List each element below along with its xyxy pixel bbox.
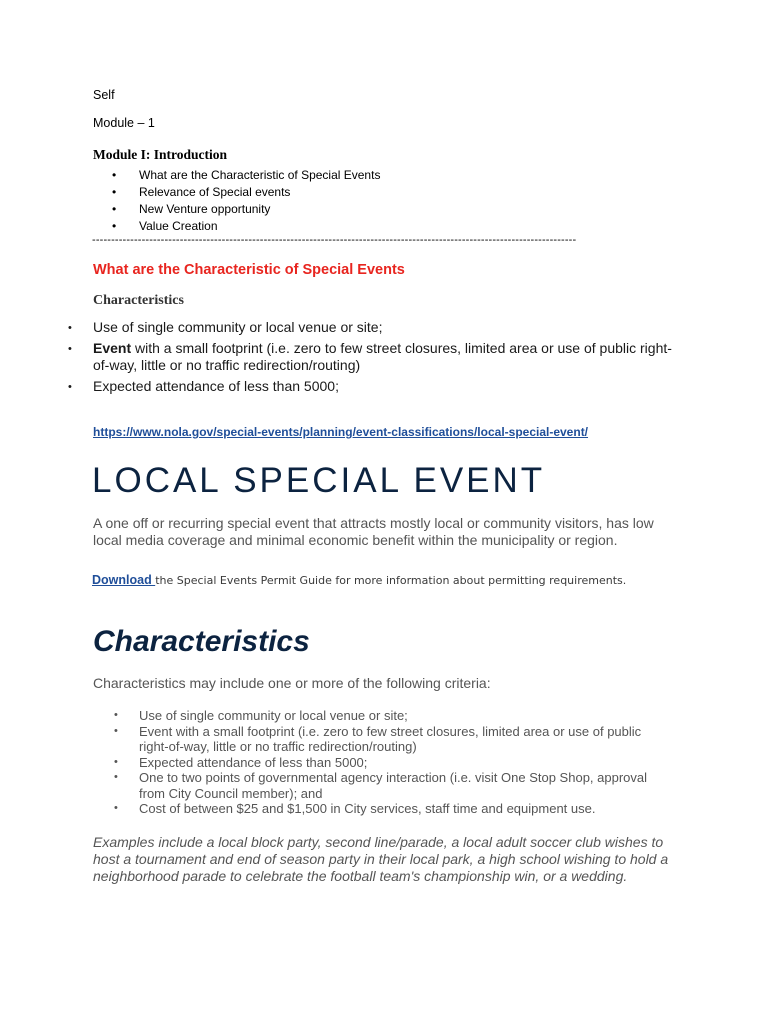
download-line bbox=[92, 573, 626, 587]
list-item-text: Use of single community or local venue or site; bbox=[93, 319, 383, 335]
module-contents-list bbox=[112, 167, 380, 235]
list-item: • One to two points of governmental agency interaction (i.e. visit One Stop Shop, approval from City Council member); and bbox=[114, 770, 674, 801]
list-item-text: with a small footprint (i.e. zero to few street closures, limited area or use of public right-of-way, little or no traffic redirection/routing) bbox=[93, 340, 672, 373]
list-item: • Event with a small footprint (i.e. zero to few street closures, limited area or use of public right-of-way, little or no traffic redirection/routing) bbox=[114, 724, 674, 755]
characteristics-list bbox=[68, 319, 688, 399]
characteristics-heading: Characteristics bbox=[93, 625, 310, 658]
list-item: • Cost of between $25 and $1,500 in City services, staff time and equipment use. bbox=[114, 801, 674, 817]
list-item: • Use of single community or local venue or site; bbox=[114, 708, 674, 724]
list-item-bold: Event bbox=[93, 340, 132, 356]
list-item-text: Expected attendance of less than 5000; bbox=[93, 378, 339, 394]
download-description: the Special Events Permit Guide for more information about permitting requirements. bbox=[155, 574, 627, 587]
list-item bbox=[68, 378, 688, 395]
section-heading: What are the Characteristic of Special Events bbox=[93, 262, 405, 278]
source-link[interactable]: https://www.nola.gov/special-events/planning/event-classifications/local-special-event/ bbox=[93, 425, 589, 439]
list-item bbox=[68, 340, 688, 374]
list-item bbox=[68, 319, 688, 336]
criteria-list bbox=[114, 708, 674, 817]
list-item: • Relevance of Special events bbox=[112, 184, 380, 201]
module-label: Module – 1 bbox=[93, 116, 155, 130]
download-link[interactable]: Download bbox=[92, 573, 156, 587]
list-item: • New Venture opportunity bbox=[112, 201, 380, 218]
local-special-event-description: A one off or recurring special event that attracts mostly local or community visitors, has low local media coverage and minimal economic benefit within the municipality or region. bbox=[93, 515, 654, 548]
characteristics-subheading: Characteristics bbox=[93, 293, 184, 308]
list-item: • Expected attendance of less than 5000; bbox=[114, 755, 674, 771]
module-heading: Module I: Introduction bbox=[93, 147, 228, 162]
dashed-divider: ------------------------------------------------------------------------------------------------------------------------------- bbox=[92, 234, 577, 246]
list-item: • What are the Characteristic of Special Events bbox=[112, 167, 380, 184]
characteristics-intro: Characteristics may include one or more of the following criteria: bbox=[93, 675, 491, 691]
list-item: • Value Creation bbox=[112, 218, 380, 235]
local-special-event-title: LOCAL SPECIAL EVENT bbox=[92, 461, 546, 500]
examples-paragraph: Examples include a local block party, second line/parade, a local adult soccer club wishes to host a tournament and end of season party in their local park, a high school wishing to hold a neighborhood parade to celebrate the football team's championship win, or a wedding. bbox=[93, 834, 669, 884]
self-label: Self bbox=[93, 88, 115, 102]
